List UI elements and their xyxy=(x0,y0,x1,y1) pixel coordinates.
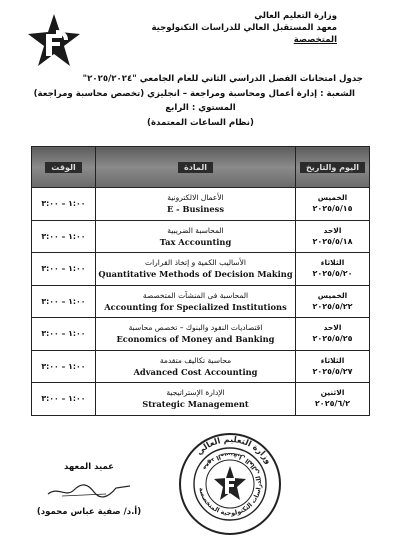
institute-name: معهد المستقبل العالي للدراسات التكنولوجية xyxy=(151,23,337,33)
institute-seal-icon xyxy=(178,432,282,536)
time-cell: ١:٠٠ – ٣:٠٠ xyxy=(32,285,96,318)
day-cell: الثلاثاء ٢٠٢٥/٥/٢٠ xyxy=(296,253,370,286)
subject-cell: الإدارة الإستراتيجية Strategic Management xyxy=(96,383,296,416)
institute-header xyxy=(137,10,337,46)
table-row xyxy=(32,253,370,286)
header-time: الوقت xyxy=(32,147,96,188)
institute-logo-icon xyxy=(26,12,82,68)
dean-name: (أ.د/ صفية عباس محمود) xyxy=(36,507,142,517)
seal-inner-text: معهد المستقبل العالي للدراسات التكنولوجية المتخصصة xyxy=(197,450,264,518)
day-cell: الاحد ٢٠٢٥/٥/٢٥ xyxy=(296,318,370,351)
header-subject: المادة xyxy=(96,147,296,188)
institute-name-cont: المتخصصة xyxy=(293,35,337,45)
level-title: المستوي : الرابع xyxy=(165,103,236,113)
time-cell: ١:٠٠ – ٣:٠٠ xyxy=(32,350,96,383)
signature-icon xyxy=(44,482,134,500)
dean-signature-block xyxy=(24,462,154,517)
schedule-title: جدول امتحانات الفصل الدراسي الثاني للعام الجامعي "٢٠٢٥/٢٠٢٤" xyxy=(82,74,363,84)
subject-cell: الأساليب الكمية و إتخاذ القرارات Quantitative Methods of Decision Making xyxy=(96,253,296,286)
dean-title: عميد المعهد xyxy=(64,462,114,472)
subject-cell: المحاسبة الضريبية Tax Accounting xyxy=(96,220,296,253)
time-cell: ١:٠٠ – ٣:٠٠ xyxy=(32,318,96,351)
table-row xyxy=(32,383,370,416)
subject-cell: الأعمال الالكترونية E - Business xyxy=(96,188,296,221)
table-row xyxy=(32,220,370,253)
time-cell: ١:٠٠ – ٣:٠٠ xyxy=(32,383,96,416)
system-title: (نظام الساعات المعتمدة) xyxy=(147,117,254,128)
day-cell: الثلاثاء ٢٠٢٥/٥/٢٧ xyxy=(296,350,370,383)
subject-cell: اقتصاديات النقود والبنوك – تخصص محاسبة Economics of Money and Banking xyxy=(96,318,296,351)
subject-cell: محاسبة تكاليف متقدمة Advanced Cost Accounting xyxy=(96,350,296,383)
day-cell: الخميس ٢٠٢٥/٥/١٥ xyxy=(296,188,370,221)
time-cell: ١:٠٠ – ٣:٠٠ xyxy=(32,220,96,253)
table-row xyxy=(32,285,370,318)
header-day: اليوم والتاريخ xyxy=(296,147,370,188)
ministry-name: وزارة التعليم العالي xyxy=(254,11,337,21)
seal-outer-text: وزارة التعليم العالي xyxy=(193,433,275,466)
time-cell: ١:٠٠ – ٣:٠٠ xyxy=(32,188,96,221)
day-cell: الاثنين ٢٠٢٥/٦/٢ xyxy=(296,383,370,416)
division-title: الشعبة : إدارة أعمال ومحاسبة ومراجعة – انجليزي (تخصص محاسبة ومراجعة) xyxy=(33,88,355,99)
table-row xyxy=(32,188,370,221)
schedule-titles xyxy=(10,72,391,130)
day-cell: الاحد ٢٠٢٥/٥/١٨ xyxy=(296,220,370,253)
table-row xyxy=(32,350,370,383)
subject-cell: المحاسبة فى المنشآت المتخصصة Accounting for Specialized Institutions xyxy=(96,285,296,318)
time-cell: ١:٠٠ – ٣:٠٠ xyxy=(32,253,96,286)
table-header-row xyxy=(32,147,370,188)
day-cell: الخميس ٢٠٢٥/٥/٢٢ xyxy=(296,285,370,318)
exam-schedule-table xyxy=(31,146,370,416)
table-row xyxy=(32,318,370,351)
